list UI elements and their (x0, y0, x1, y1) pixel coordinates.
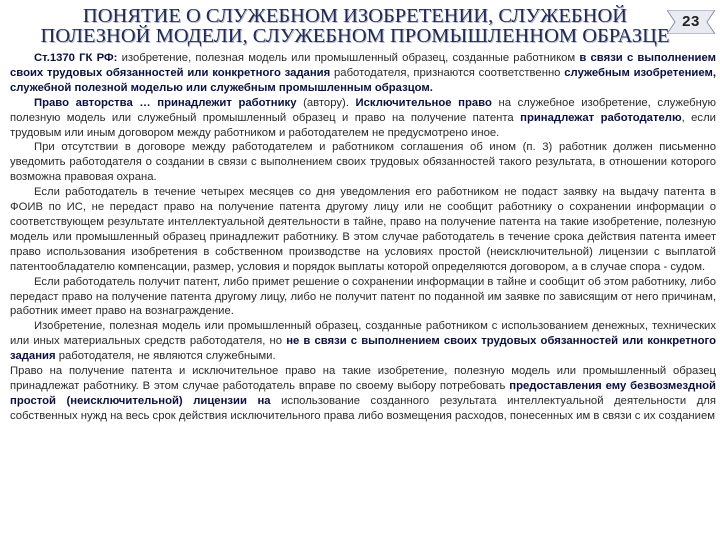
paragraph-patent-rights (10, 364, 716, 424)
emphasis-run: в связи с выполнением своих трудовых обязанностей или конкретного задания (10, 52, 716, 79)
paragraph-four-months: Если работодатель в течение четырех месяцев со дня уведомления его работником не подаст заявку на выдачу патента в ФОИВ по ИС, не передаст право на получение патента другому лицу или не сообщит работнику о сохранении информации о соответствующем результате интеллектуальной деятельности в тайне, право на получение патента на такие изобретение, полезную модель или промышленный образец принадлежит работнику. В этом случае работодатель в течение срока действия патента имеет право использования изобретения в собственном производстве на условиях простой (неисключительной) лицензии с выплатой патентообладателю компенсации, размер, условия и порядок выплаты которой определяются договором, а в случае спора - судом. (10, 186, 716, 273)
text-run: использование созданного результата интеллектуальной деятельности для собственных нужд на весь срок действия исключительного права либо возмещения расходов, понесенных им в связи с их созданием (10, 394, 716, 422)
emphasis-run: Исключительное право (355, 96, 492, 109)
emphasis-run: служебным изобретением, служебной полезной моделью или служебным промышленным образцом. (10, 66, 716, 94)
text-run: , если трудовым или иным договором между работником и работодателем не предусмотрено иное. (10, 111, 716, 139)
paragraph-notification: При отсутствии в договоре между работодателем и работником соглашения об ином (п. 3) работник должен письменно уведомить работодателя о создании в связи с выполнением своих трудовых обязанностей такого результата, в отношении которого возможна правовая охрана. (10, 141, 716, 184)
text-run: Право на получение патента и исключительное право на такие изобретение, полезную модель или промышленный образец принадлежат работнику. В этом случае работодатель вправе по своему выбору потребовать (10, 365, 716, 392)
text-run: Изобретение, полезная модель или промышленный образец, созданные работником с использованием денежных, технических или иных материальных средств работодателя, но (10, 320, 716, 348)
paragraph-authorship (10, 96, 716, 141)
emphasis-run: не в связи с выполнением своих трудовых обязанностей или конкретного задания (10, 335, 716, 363)
slide-title-line-2: ПОЛЕЗНОЙ МОДЕЛИ, СЛУЖЕБНОМ ПРОМЫШЛЕННОМ ОБРАЗЦЕ (40, 25, 670, 47)
text-run: изобретение, полезная модель или промышленный образец, созданные работником (117, 52, 580, 64)
text-run: работодателя, признаются соответственно (330, 66, 565, 79)
slide-number: 23 (682, 13, 700, 30)
slide-title (10, 6, 700, 46)
emphasis-run: Право авторства … принадлежит работнику (34, 96, 297, 109)
text-run: работодателя, не являются служебными. (55, 350, 276, 363)
emphasis-run: принадлежат работодателю (520, 111, 682, 124)
paragraph-remuneration: Если работодатель получит патент, либо примет решение о сохранении информации в тайне и сообщит об этом работнику, либо передаст право на получение патента другому лицу, либо не получит патент по поданной им заявке по зависящим от него причинам, работник имеет право на вознаграждение. (10, 275, 716, 318)
text-run: (автору). (296, 96, 356, 109)
paragraph-definition (10, 51, 716, 96)
paragraph-non-service (10, 319, 716, 364)
slide-body (10, 51, 716, 424)
emphasis-run: предоставления ему безвозмездной простой (неисключительной) лицензии на (10, 379, 716, 407)
text-run: на служебное изобретение, служебную полезную модель или служебный промышленный образец и право на получение патента (10, 96, 716, 124)
slide-title-line-1: ПОНЯТИЕ О СЛУЖЕБНОМ ИЗОБРЕТЕНИИ, СЛУЖЕБНОЙ (82, 5, 628, 27)
slide-number-badge (667, 10, 715, 34)
article-reference: Ст.1370 ГК РФ: (34, 52, 118, 64)
